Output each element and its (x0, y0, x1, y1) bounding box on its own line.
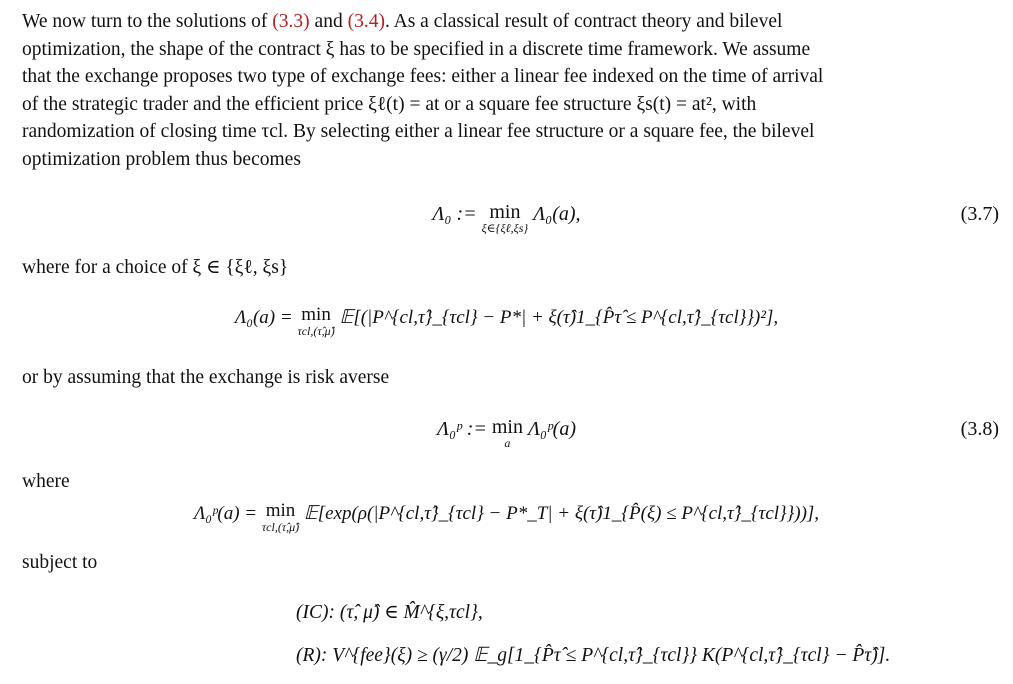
intro-line-6: optimization problem thus becomes (22, 148, 301, 170)
equation-exp-criterion: Λ₀ᵖ(a) = min τcl,(τ̂,μ̂) 𝔼[exp(ρ(|P^{cl,τ̂}_{τcl} − P*_T| + ξ(τ̂)1_{P̂(ξ) ≤ P^{cl,τ̂}_{τcl}}))], (193, 500, 820, 534)
intro-paragraph (22, 8, 1000, 173)
intro-line-1: We now turn to the solutions of (3.3) and (3.4). As a classical result of contract theory and bilevel (22, 11, 783, 32)
equation-number-3-8: (3.8) (960, 418, 999, 440)
min-operator: min a (491, 416, 523, 450)
intro-line-3: that the exchange proposes two type of exchange fees: either a linear fee indexed on the time of arrival (22, 66, 824, 87)
where-choice-text: where for a choice of ξ ∈ {ξℓ, ξs} (22, 257, 289, 278)
min-operator: min τcl,(τ̂,μ̂) (297, 304, 335, 338)
equation-3-7: Λ₀ := min ξ∈{ξℓ,ξs} Λ₀(a), (432, 201, 581, 235)
min-operator: min τcl,(τ̂,μ̂) (261, 500, 300, 534)
intro-line-5: randomization of closing time τcl. By selecting either a linear fee structure or a square fee, the bilevel (22, 121, 815, 142)
constraint-ic: (IC): (τ̂, μ̂) ∈ M̂^{ξ,τcl}, (296, 602, 483, 623)
subject-to-text: subject to (22, 552, 98, 573)
equation-ref-3-3[interactable]: (3.3) (272, 11, 310, 32)
risk-averse-text: or by assuming that the exchange is risk averse (22, 367, 390, 388)
min-operator: min ξ∈{ξℓ,ξs} (481, 201, 529, 235)
intro-line-4: of the strategic trader and the efficient price ξℓ(t) = at or a square fee structure ξs(t) = at², with (22, 93, 757, 115)
intro-line-2: optimization, the shape of the contract ξ has to be specified in a discrete time framework. We assume (22, 38, 811, 60)
equation-3-8: Λ₀ᵖ := min a Λ₀ᵖ(a) (437, 416, 576, 450)
equation-number-3-7: (3.7) (960, 203, 999, 225)
where-text: where (22, 471, 70, 492)
equation-lambda0: Λ₀(a) = min τcl,(τ̂,μ̂) 𝔼[(|P^{cl,τ̂}_{τcl} − P*| + ξ(τ̂)1_{P̂τ̂ ≤ P^{cl,τ̂}_{τcl}})²], (234, 304, 779, 338)
equation-ref-3-4[interactable]: (3.4) (347, 11, 385, 32)
constraint-r: (R): V^{fee}(ξ) ≥ (γ/2) 𝔼_g[1_{P̂τ̂ ≤ P^{cl,τ̂}_{τcl}} K(P^{cl,τ̂}_{τcl} − P̂τ̂)]. (296, 645, 891, 666)
